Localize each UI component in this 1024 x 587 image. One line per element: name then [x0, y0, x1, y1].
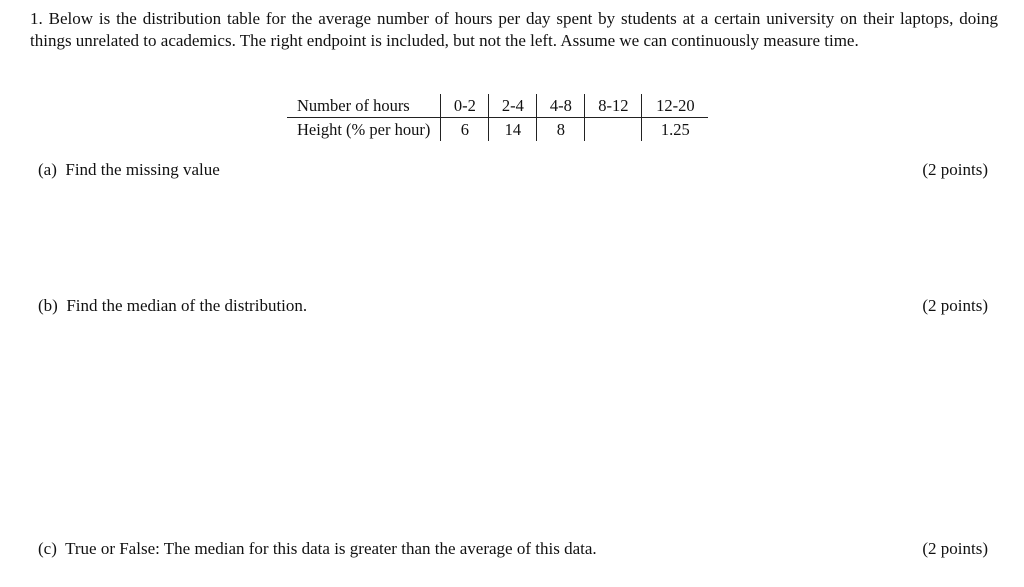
- part-text: Find the missing value: [65, 160, 220, 179]
- problem-statement: [30, 8, 998, 52]
- part-points: (2 points): [922, 296, 988, 315]
- table-cell: [585, 118, 642, 142]
- part-label: (b): [38, 296, 58, 315]
- table-header-row: [287, 94, 708, 118]
- table-cell: Number of hours: [287, 94, 441, 118]
- part-label: (a): [38, 160, 57, 179]
- problem-text: Below is the distribution table for the average number of hours per day spent by students at a certain university on their laptops, doing things unrelated to academics. The right endpoint is included, but not the left. Assume we can continuously measure time.: [30, 9, 998, 50]
- table-cell: Height (% per hour): [297, 119, 431, 139]
- table-cell: 8: [537, 118, 585, 142]
- part-c: [38, 539, 597, 559]
- part-a: [38, 160, 220, 180]
- table-cell: 12-20: [642, 94, 709, 118]
- part-label: (c): [38, 539, 57, 558]
- part-points: (2 points): [922, 539, 988, 558]
- table-cell: 14: [489, 118, 537, 142]
- part-points: (2 points): [922, 160, 988, 179]
- table-row: [287, 118, 708, 142]
- table-cell: 0-2: [441, 94, 489, 118]
- part-b: [38, 296, 307, 316]
- part-text: Find the median of the distribution.: [66, 296, 308, 315]
- problem-number: 1.: [30, 9, 43, 28]
- part-text: True or False: The median for this data is greater than the average of this data.: [65, 539, 597, 558]
- table-cell: 8-12: [585, 94, 642, 118]
- table-cell: 2-4: [489, 94, 537, 118]
- table-cell: 1.25: [642, 118, 709, 142]
- table-cell: 4-8: [537, 94, 585, 118]
- distribution-table: [287, 94, 708, 141]
- table-cell: 6: [441, 118, 489, 142]
